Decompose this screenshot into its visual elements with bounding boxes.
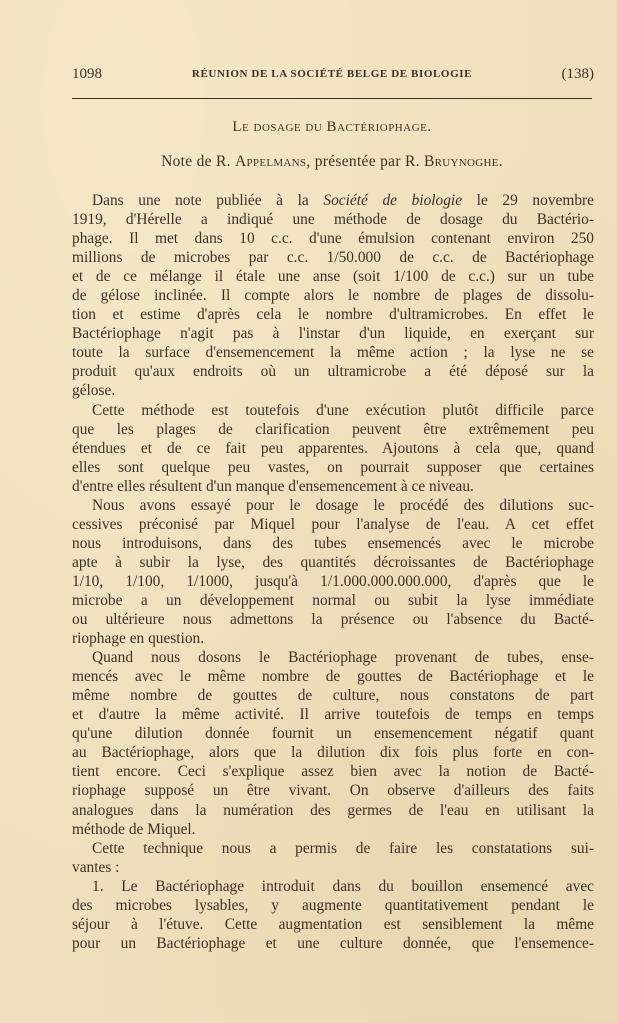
text-line: et de ce mélange il étale une anse (soit 1/100 de c.c.) sur un tube — [72, 268, 594, 286]
text-line: de gélose inclinée. Il compte alors le nombre de plages de dissolu- — [72, 287, 594, 305]
article-byline — [70, 153, 594, 171]
paragraph — [72, 839, 594, 877]
paragraph — [72, 496, 594, 648]
article-title: Le dosage du Bactériophage. — [232, 119, 432, 135]
text-line: cessives préconisé par Miquel pour l'analyse de l'eau. A cet effet — [72, 515, 594, 533]
text-line: microbe a un développement normal ou subit la lyse immédiate — [72, 591, 594, 609]
text-line: pour un Bactériophage et une culture donnée, que l'ensemence- — [72, 934, 594, 952]
text-line: même nombre de gouttes de culture, nous constatons de part — [72, 687, 594, 705]
text-line: tion et estime d'après cela le nombre d'ultramicrobes. En effet le — [72, 306, 594, 324]
paragraph — [72, 877, 594, 953]
text-line: 1/10, 1/100, 1/1000, jusqu'à 1/1.000.000.000.000, d'après que le — [72, 572, 594, 590]
text-line: des microbes lysables, y augmente quantitativement pendant le — [72, 896, 594, 914]
text-line: ou ultérieure nous admettons la présence ou l'absence du Bacté- — [72, 611, 594, 629]
text-line: gélose. — [72, 382, 116, 400]
page-number: 1098 — [72, 66, 102, 82]
text-line: phage. Il met dans 10 c.c. d'une émulsion contenant environ 250 — [72, 230, 594, 248]
text-line: riophage supposé un être vivant. On observe d'ailleurs des faits — [72, 782, 594, 800]
article-number: (138) — [561, 66, 594, 82]
text-line: qu'une dilution donnée fournit un ensemencement négatif quant — [72, 725, 594, 743]
paragraph — [72, 648, 594, 838]
text-line: d'entre elles résultent d'un manque d'ensemencement à ce niveau. — [72, 477, 474, 495]
text-line: toute la surface d'ensemencement la même action ; la lyse ne se — [72, 344, 594, 362]
text-line: séjour à l'étuve. Cette augmentation est sensiblement la même — [72, 915, 594, 933]
article-body — [72, 191, 594, 953]
byline-suffix: . — [498, 153, 503, 170]
journal-title: RÉUNION DE LA SOCIÉTÉ BELGE DE BIOLOGIE — [191, 68, 473, 80]
paragraph — [72, 401, 594, 496]
text-line: riophage en question. — [72, 630, 205, 648]
text-line: méthode de Miquel. — [72, 820, 196, 838]
author-name: Appelmans — [234, 153, 307, 170]
text-line: analogues dans la numération des germes de l'eau en utilisant la — [72, 801, 594, 819]
text-line: tient encore. Ceci s'explique assez bien avec la notion de Bacté- — [72, 763, 594, 781]
text-line: mencés avec le même nombre de gouttes de Bactériophage et le — [72, 668, 594, 686]
text-line: 1919, d'Hérelle a indiqué une méthode de dosage du Bactério- — [72, 211, 594, 229]
byline-middle: , présentée par R. — [306, 153, 424, 170]
text-line: millions de microbes par c.c. 1/50.000 de c.c. de Bactériophage — [72, 249, 594, 267]
header-rule — [72, 98, 592, 99]
italic-reference: Société de biologie — [323, 192, 463, 209]
text-line: 1. Le Bactériophage introduit dans du bouillon ensemencé avec — [92, 877, 594, 895]
text-line: Nous avons essayé pour le dosage le procédé des dilutions suc- — [92, 496, 594, 514]
paragraph — [72, 191, 594, 401]
running-head — [70, 66, 594, 88]
text-line: et d'autre la même activité. Il arrive toutefois de temps en temps — [72, 706, 594, 724]
text-line: apte à subir la lyse, des quantités décroissantes de Bactériophage — [72, 553, 594, 571]
text-line: étendues et de ce fait peu apparentes. Ajoutons à cela que, quand — [72, 439, 594, 457]
text-line: au Bactériophage, alors que la dilution dix fois plus forte en con- — [72, 744, 594, 762]
byline-prefix: Note de R. — [161, 153, 235, 170]
text-line: produit qu'aux endroits où un ultramicrobe a été déposé sur la — [72, 363, 594, 381]
text-line: Dans une note publiée à la Société de biologie le 29 novembre — [92, 192, 594, 209]
text-line: vantes : — [72, 858, 120, 876]
text-line: nous introduisons, dans des tubes ensemencés avec le microbe — [72, 534, 594, 552]
text-line: que les plages de clarification peuvent être extrêmement peu — [72, 420, 594, 438]
text-line: Bactériophage n'agit pas à l'instar d'un liquide, en exerçant sur — [72, 325, 594, 343]
text-line: Cette méthode est toutefois d'une exécution plutôt difficile parce — [92, 401, 594, 419]
text-line: Cette technique nous a permis de faire les constatations sui- — [92, 839, 594, 857]
text-line: elles sont quelque peu vastes, on pourrait supposer que certaines — [72, 458, 594, 476]
text-line: Quand nous dosons le Bactériophage provenant de tubes, ense- — [92, 649, 594, 667]
presenter-name: Bruynoghe — [423, 153, 499, 170]
